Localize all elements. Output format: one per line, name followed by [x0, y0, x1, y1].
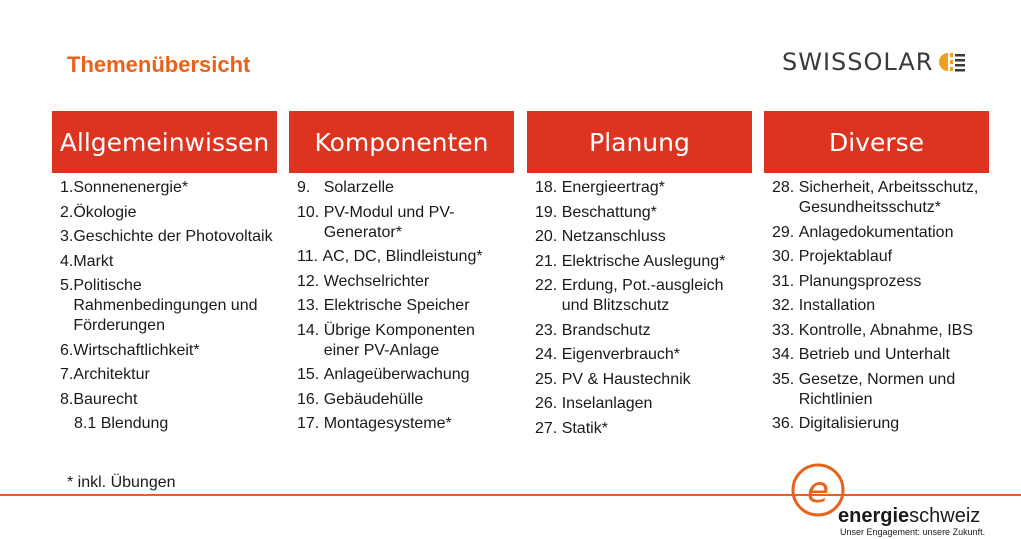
topic-number: 4. — [60, 252, 74, 270]
topic-item — [297, 414, 514, 434]
topic-label: Gesetze, Normen und Richtlinien — [798, 370, 956, 408]
topic-number: 24. — [535, 346, 562, 363]
topic-label: Architektur — [73, 366, 150, 383]
topic-item — [772, 223, 989, 243]
topic-label: Sicherheit, Arbeitsschutz, Gesundheitsschutz* — [798, 179, 979, 216]
topic-label: Baurecht — [73, 390, 138, 408]
topic-item — [772, 321, 989, 341]
footnote: * inkl. Übungen — [67, 474, 176, 491]
topic-number: 9. — [297, 179, 324, 196]
topic-label: Anlagedokumentation — [798, 223, 954, 241]
topic-item — [60, 203, 277, 223]
topic-label: Ökologie — [73, 203, 137, 221]
topic-item — [772, 370, 989, 410]
topic-item — [535, 276, 752, 316]
column-heading: Planung — [527, 111, 752, 173]
topic-item — [60, 365, 277, 385]
topic-item — [535, 178, 752, 198]
topic-label: Übrige Komponenten einer PV-Anlage — [323, 321, 475, 359]
topic-label: Betrieb und Unterhalt — [798, 346, 950, 363]
topic-item — [297, 365, 514, 385]
topic-number: 27. — [535, 419, 562, 437]
topic-number: 1. — [60, 179, 74, 196]
topic-number: 23. — [535, 321, 562, 339]
topic-label: Solarzelle — [323, 179, 394, 196]
topic-number: 16. — [297, 390, 324, 408]
topic-label: Statik* — [561, 419, 608, 437]
svg-text:e: e — [806, 470, 830, 511]
topic-number: 32. — [772, 297, 799, 314]
topic-label: Montagesysteme* — [323, 415, 452, 432]
topic-column — [527, 111, 752, 443]
topic-number: 3. — [60, 228, 74, 245]
topic-item — [535, 203, 752, 223]
topic-item — [60, 227, 277, 247]
topic-item — [297, 247, 514, 267]
column-heading: Komponenten — [289, 111, 514, 173]
topic-number: 10. — [297, 203, 324, 221]
topic-label: Wirtschaftlichkeit* — [73, 341, 200, 359]
topic-number: 26. — [535, 395, 562, 412]
topic-label: Planungsprozess — [798, 272, 922, 290]
topic-item — [772, 414, 989, 434]
topic-number: 21. — [535, 252, 562, 270]
topic-item — [772, 272, 989, 292]
topic-item — [535, 370, 752, 390]
topic-item — [60, 341, 277, 361]
topic-label: PV-Modul und PV-Generator* — [323, 203, 455, 241]
topic-number: 22. — [535, 277, 562, 294]
topic-number: 29. — [772, 223, 799, 241]
topic-number: 35. — [772, 370, 799, 388]
topic-number: 25. — [535, 370, 562, 388]
topic-number: 13. — [297, 297, 324, 314]
topic-label: Eigenverbrauch* — [561, 346, 680, 363]
topic-column — [764, 111, 989, 439]
topic-label: Kontrolle, Abnahme, IBS — [798, 321, 974, 339]
topic-label: 8.1 Blendung — [74, 415, 169, 432]
topic-number: 2. — [60, 203, 74, 221]
topic-label: Geschichte der Photovoltaik — [73, 228, 273, 245]
swissolar-logo-text: SWISSOLAR — [782, 48, 934, 76]
topic-item — [535, 394, 752, 414]
topic-label: Digitalisierung — [798, 415, 900, 432]
topic-item — [297, 178, 514, 198]
topic-label: Projektablauf — [798, 248, 893, 265]
topic-label: Beschattung* — [561, 203, 657, 221]
topic-label: Energieertrag* — [561, 179, 665, 196]
topic-item — [60, 178, 277, 198]
topic-item — [60, 414, 277, 434]
energieschweiz-tagline: Unser Engagement: unsere Zukunft. — [840, 527, 986, 537]
topic-item — [772, 178, 989, 218]
energieschweiz-wordmark: energieschweiz — [838, 505, 981, 527]
topic-item — [60, 252, 277, 272]
topic-item — [297, 296, 514, 316]
topic-label: Installation — [798, 297, 876, 314]
topic-label: Netzanschluss — [561, 228, 666, 245]
topic-item — [297, 321, 514, 361]
column-heading: Allgemeinwissen — [52, 111, 277, 173]
topic-label: Politische Rahmenbedingungen und Förderungen — [73, 277, 258, 334]
topic-number: 6. — [60, 341, 74, 359]
topic-item — [297, 272, 514, 292]
topic-label: AC, DC, Blindleistung* — [322, 248, 483, 265]
topic-column — [52, 111, 277, 439]
topic-number: 5. — [60, 277, 74, 294]
topic-item — [60, 390, 277, 410]
topic-number: 11. — [297, 248, 323, 265]
topic-label: Anlageüberwachung — [323, 366, 470, 383]
topic-number: 28. — [772, 179, 799, 196]
column-heading: Diverse — [764, 111, 989, 173]
topic-number: 36. — [772, 415, 799, 432]
topic-item — [772, 345, 989, 365]
topic-label: Brandschutz — [561, 321, 651, 339]
topic-number: 19. — [535, 203, 562, 221]
topic-number: 7. — [60, 366, 74, 383]
topic-item — [535, 345, 752, 365]
topic-label: Erdung, Pot.-ausgleich und Blitzschutz — [561, 277, 724, 314]
topic-number: 34. — [772, 346, 799, 363]
topic-item — [535, 321, 752, 341]
topic-item — [772, 247, 989, 267]
topic-item — [535, 419, 752, 439]
swissolar-logo — [782, 48, 967, 76]
topic-item — [772, 296, 989, 316]
topic-label: PV & Haustechnik — [561, 370, 691, 388]
topic-number: 17. — [297, 415, 324, 432]
topic-item — [297, 390, 514, 410]
topic-number: 33. — [772, 321, 799, 339]
topic-label: Inselanlagen — [561, 395, 653, 412]
topic-number: 31. — [772, 272, 799, 290]
topic-item — [535, 227, 752, 247]
topic-number: 8. — [60, 390, 74, 408]
topic-label: Elektrische Auslegung* — [561, 252, 726, 270]
topic-item — [297, 203, 514, 243]
topic-label: Sonnenenergie* — [73, 179, 189, 196]
topic-number: 18. — [535, 179, 562, 196]
topic-number: 12. — [297, 272, 324, 290]
page-title: Themenübersicht — [67, 52, 251, 77]
topic-column — [289, 111, 514, 439]
topic-item — [60, 276, 277, 336]
topic-number: 14. — [297, 321, 324, 339]
sun-icon — [937, 51, 967, 73]
topic-number: 20. — [535, 228, 562, 245]
topic-number: 15. — [297, 366, 324, 383]
topic-item — [535, 252, 752, 272]
topic-number: 30. — [772, 248, 799, 265]
topic-label: Elektrische Speicher — [323, 297, 470, 314]
topic-label: Markt — [73, 252, 114, 270]
footer-divider — [0, 494, 1021, 496]
topic-label: Wechselrichter — [323, 272, 430, 290]
topic-label: Gebäudehülle — [323, 390, 424, 408]
